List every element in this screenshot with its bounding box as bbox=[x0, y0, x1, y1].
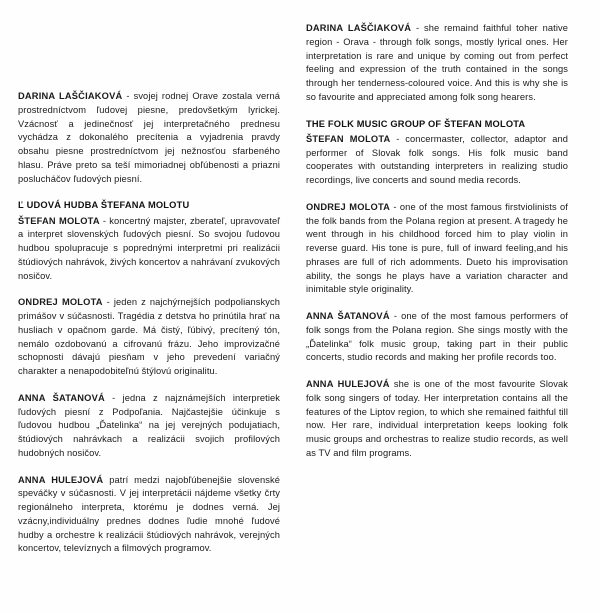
performer-name: DARINA LAŠČIAKOVÁ bbox=[18, 91, 123, 101]
paragraph-text: patrí medzi najobľúbenejšie slovenské speváčky v súčasnosti. V jej interpretácii nájdeme všetky črty regionálneho interpreta, ktorému je dodnes verná. Jej vzácny,individuálny prednes dodnes ľudie mnohé ľudové hudby a orchestre k realizácii štúdiových nahrávok, verejných koncertov, televíznych a filmových programov. bbox=[18, 474, 280, 554]
bio-block-folk-group-sk bbox=[18, 199, 280, 283]
performer-name: ANNA ŠATANOVÁ bbox=[306, 311, 390, 322]
bio-block-folk-group-en bbox=[306, 118, 568, 188]
paragraph bbox=[306, 201, 568, 297]
bio-block-anna-hulejova-en bbox=[306, 378, 568, 461]
performer-name: ANNA ŠATANOVÁ bbox=[18, 392, 105, 403]
section-heading: THE FOLK MUSIC GROUP OF ŠTEFAN MOLOTA bbox=[306, 118, 526, 129]
right-column bbox=[306, 22, 568, 474]
bio-block-darina-lasciakova-sk bbox=[18, 90, 280, 186]
left-column bbox=[18, 22, 280, 569]
performer-name: ANNA HULEJOVÁ bbox=[18, 474, 104, 485]
bio-block-anna-satanova-en bbox=[306, 310, 568, 365]
paragraph bbox=[18, 392, 280, 461]
paragraph bbox=[18, 90, 280, 186]
paragraph-text: - she remaind faithful toher native region - Orava - through folk songs, mostly lyrical ones. Her interpretation is rare and unique by coming out from perfect feeling and expression of the truth contained in the songs through her tenderness-coloured voice. And this is why she is so favourite and appreciated among folk song hearers. bbox=[306, 23, 568, 102]
paragraph-text: - one of the most famous firstviolinists of the folk bands from the Polana region at present. A tragedy he went through in his childhood forced him to play violin in reverse guard. His tone is pure, full of inward feeling,and his phrases are full of rich adomments. Dueto his improvisation ability, the songs he plays have a variation character and inimitable style originality. bbox=[306, 201, 568, 295]
performer-name: ONDREJ MOLOTA bbox=[18, 297, 103, 308]
paragraph bbox=[306, 310, 568, 365]
performer-name: ŠTEFAN MOLOTA bbox=[306, 133, 391, 144]
text-columns bbox=[18, 22, 582, 569]
paragraph bbox=[306, 378, 568, 461]
paragraph-text: - jedna z najznámejších interpretiek ľudových piesní z Podpoľania. Najčastejšie účinkuje s ľudovou hudbou „Ďatelinka“ na jej verejných podujatiach, štúdiových nahrávkach a realizácii svojich profilových hudobných nosičov. bbox=[18, 392, 280, 458]
performer-name: DARINA LAŠČIAKOVÁ bbox=[306, 23, 412, 33]
bio-block-darina-lasciakova-en bbox=[306, 22, 568, 105]
paragraph-text: - jeden z najchýrnejších podpolianskych primášov v súčasnosti. Tragédia z detstva ho prinútila hrať na husliach v opačnom garde. Má čistý, ľúbivý, precítený tón, nemálo ozdobovanú a cifrovanú frázu. Jeho improvizačné schopnosti dávajú piesňam v jeho prevedení variačný charakter a nenapodobiteľnú štýlovú originalitu. bbox=[18, 297, 280, 377]
paragraph bbox=[306, 133, 568, 188]
paragraph bbox=[18, 474, 280, 557]
paragraph-text: - koncertný majster, zberateľ, upravovateľ a interpret slovenských ľudových piesní. So svojou ľudovou hudbou spolupracuje s poprednými interpretmi pri realizácii štúdiových nahrávok, živých koncertov a nahrávaní zvukových nosičov. bbox=[18, 215, 281, 281]
paragraph-text: she is one of the most favourite Slovak folk song singers of today. Her interpretation contains all the features of the Liptov region, to which she remained faithful till now. Her rare, individual interpretation keeps looking folk music groups and orchestras to realize studio records, as well as TV and film programs. bbox=[306, 379, 569, 458]
section-heading: Ľ UDOVÁ HUDBA ŠTEFANA MOLOTU bbox=[18, 200, 190, 211]
bio-block-ondrej-molota-en bbox=[306, 201, 568, 297]
paragraph-text: - svojej rodnej Orave zostala verná prostredníctvom ľudovej piesne, predovšetkým lyrickej. Vzácnosť a jedinečnosť jej interpretačného prednesu vychádza z dokonalého precítenia a vyjadrenia pravdy obsahu piesne prostredníctvom jej nežnosťou sfarbeného hlasu. Práve preto sa teší mimoriadnej obľúbenosti a priazni poslucháčov ľudových piesní. bbox=[18, 91, 280, 184]
performer-name: ŠTEFAN MOLOTA bbox=[18, 215, 100, 226]
bio-block-ondrej-molota-sk bbox=[18, 296, 280, 379]
paragraph-text: - one of the most famous performers of folk songs from the Polana region. She sings mostly with the „Ďatelinka“ folk music group, taking part in their public concerts, studio records and making her profile records too. bbox=[306, 311, 568, 363]
bio-block-anna-hulejova-sk bbox=[18, 474, 280, 557]
paragraph bbox=[306, 22, 568, 105]
bio-block-anna-satanova-sk bbox=[18, 392, 280, 461]
paragraph bbox=[18, 215, 280, 284]
performer-name: ONDREJ MOLOTA bbox=[306, 201, 391, 212]
paragraph-text: - concermaster, collector, adaptor and performer of Slovak folk songs. His folk music band cooperates with outstanding interpreters in realizing studio recordings, live concerts and sound media records. bbox=[306, 133, 568, 186]
performer-name: ANNA HULEJOVÁ bbox=[306, 379, 390, 390]
paragraph bbox=[18, 296, 280, 379]
